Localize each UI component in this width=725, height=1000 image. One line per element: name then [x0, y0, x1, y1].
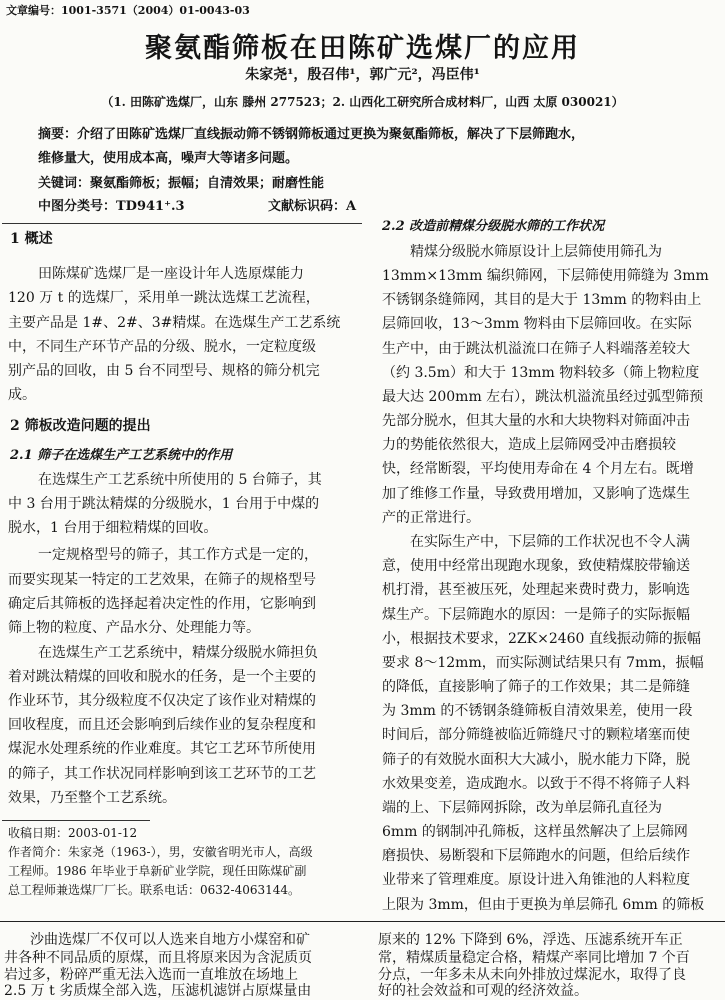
page-divider — [0, 921, 725, 922]
subsection-heading: 2.1 筛子在选煤生产工艺系统中的作用 — [10, 448, 233, 463]
body-line: 筛上物的粒度、产品水分、处理能力等。 — [8, 620, 260, 636]
body-line: 效果，乃至整个工艺系统。 — [8, 790, 176, 806]
body-line: 13mm×13mm 编织筛网，下层筛使用筛缝为 3mm — [382, 268, 709, 284]
body-line: 意，使用中经常出现跑水现象，致使精煤胶带输送 — [382, 558, 690, 574]
affiliations: （1. 田陈矿选煤厂，山东 滕州 277523；2. 山西化工研究所合成材料厂，山西 太原 030021） — [101, 95, 624, 109]
footnote-author-bio: 工程师。1986 年毕业于阜新矿业学院，现任田陈煤矿副 — [8, 864, 307, 878]
footnote-author-bio: 作者简介：朱家尧（1963-），男，安徽省明光市人，高级 — [8, 845, 313, 859]
body-line: 端的上、下层筛网拆除，改为单层筛孔直径为 — [382, 800, 662, 816]
body-line: 为 3mm 的不锈钢条缝筛板自清效果差，使用一段 — [382, 703, 693, 719]
body-line: 上限为 3mm，但由于更换为单层筛孔 6mm 的筛板 — [382, 897, 705, 913]
body-line: 回收程度，而且还会影响到后续作业的复杂程度和 — [8, 717, 316, 733]
body-line: 磨损快、易断裂和下层筛跑水的问题，但给后续作 — [382, 848, 690, 864]
body-line: 成。 — [8, 387, 36, 403]
body-line: 机打滑，甚至被压死，处理起来费时费力，影响选 — [382, 582, 690, 598]
body-line: 力的势能依然很大，造成上层筛网受冲击磨损较 — [382, 437, 676, 453]
document-code: 文献标识码：A — [268, 199, 357, 214]
body-line: 最大达 200mm 左右），跳汰机溢流虽经过弧型筛预 — [382, 389, 704, 405]
body-line: 中 3 台用于跳汰精煤的分级脱水，1 台用于中煤的 — [8, 496, 320, 512]
body-line: 井各种不同品质的原煤，而且将原来因为含泥质页 — [4, 950, 312, 966]
body-line: 在选煤生产工艺系统中，精煤分级脱水筛担负 — [38, 645, 318, 661]
body-line: 要求 8～12mm，而实际测试结果只有 7mm，振幅 — [382, 655, 704, 671]
keywords: 关键词：聚氨酯筛板；振幅；自清效果；耐磨性能 — [38, 176, 325, 191]
body-line: 先部分脱水，但其大量的水和大块物料对筛面冲击 — [382, 413, 690, 429]
body-line: 脱水，1 台用于细粒精煤的回收。 — [8, 520, 218, 536]
body-line: 不锈钢条缝筛网，其目的是大于 13mm 的物料由上 — [382, 292, 702, 308]
body-line: 6mm 的钢制冲孔筛板，这样虽然解决了上层筛网 — [382, 824, 688, 840]
body-line: 产的正常进行。 — [382, 510, 480, 526]
body-line: 中，不同生产环节产品的分级、脱水，一定粒度级 — [8, 339, 316, 355]
abstract-line: 摘要：介绍了田陈矿选煤厂直线振动筛不锈钢筛板通过更换为聚氨酯筛板，解决了下层筛跑水， — [38, 127, 585, 142]
body-line: 在实际生产中，下层筛的工作状况也不令人满 — [410, 534, 690, 550]
body-line: 确定后其筛板的选择起着决定性的作用，它影响到 — [8, 596, 316, 612]
body-line: 岩过多，粉碎严重无法入选而一直堆放在场地上 — [4, 967, 298, 983]
body-line: 的降低，直接影响了筛子的工作效果；其二是筛缝 — [382, 679, 690, 695]
classification-number: 中图分类号：TD941⁺.3 — [38, 199, 185, 214]
body-line: 一定规格型号的筛子，其工作方式是一定的， — [38, 547, 318, 563]
section-heading: 2 筛板改造问题的提出 — [10, 418, 151, 434]
subsection-heading: 2.2 改造前精煤分级脱水筛的工作状况 — [382, 219, 605, 234]
body-line: 田陈煤矿选煤厂是一座设计年人选原煤能力 — [38, 266, 304, 282]
body-line: 生产中，由于跳汰机溢流口在筛子人料端落差较大 — [382, 341, 690, 357]
body-line: 时间后，部分筛缝被临近筛缝尺寸的颗粒堵塞而使 — [382, 727, 690, 743]
body-line: 层筛回收，13～3mm 物料由下层筛回收。在实际 — [382, 316, 692, 332]
body-line: 精煤分级脱水筛原设计上层筛使用筛孔为 — [410, 244, 662, 260]
body-line: 在选煤生产工艺系统中所使用的 5 台筛子，其 — [38, 472, 322, 488]
body-line: 着对跳汰精煤的回收和脱水的任务，是一个主要的 — [8, 669, 316, 685]
body-line: 而要实现某一特定的工艺效果，在筛子的规格型号 — [8, 572, 316, 588]
body-line: 筛子的有效脱水面积大大减小，脱水能力下降，脱 — [382, 752, 690, 768]
body-line: 常，精煤质量稳定合格，精煤产率同比增加 7 个百 — [378, 950, 690, 966]
body-line: 业带来了管理难度。原设计进入角锥池的人料粒度 — [382, 872, 690, 888]
body-line: 主要产品是 1#、2#、3#精煤。在选煤生产工艺系统 — [8, 315, 341, 331]
body-line: 小，根据技术要求，2ZK×2460 直线振动筛的振幅 — [382, 631, 701, 647]
divider — [2, 223, 362, 224]
footnote-received-date: 收稿日期：2003-01-12 — [8, 826, 138, 840]
body-line: 快，经常断裂，平均使用寿命在 4 个月左右。既增 — [382, 461, 694, 477]
body-line: 水效果变差，造成跑水。以致于不得不将筛子人料 — [382, 776, 690, 792]
abstract-line: 维修量大，使用成本高，噪声大等诸多问题。 — [38, 151, 299, 166]
body-line: 120 万 t 的选煤厂，采用单一跳汰选煤工艺流程， — [8, 290, 320, 306]
body-line: 分点，一年多未从未向外排放过煤泥水，取得了良 — [378, 967, 686, 983]
author-list: 朱家尧¹，殷召伟¹，郭广元²，冯臣伟¹ — [245, 67, 480, 83]
body-line: 沙曲选煤厂不仅可以人选来自地方小煤窑和矿 — [30, 932, 310, 948]
body-line: 煤生产。下层筛跑水的原因：一是筛子的实际振幅 — [382, 607, 690, 623]
body-line: （约 3.5m）和大于 13mm 物料较多（筛上物粒度 — [382, 365, 700, 381]
body-line: 煤泥水处理系统的作业难度。其它工艺环节所使用 — [8, 741, 316, 757]
section-heading: 1 概述 — [10, 231, 53, 247]
footnote-divider — [2, 820, 150, 821]
body-line: 2.5 万 t 劣质煤全部入选，压滤机滤饼占原煤量由 — [4, 983, 312, 999]
article-number: 文章编号：1001-3571（2004）01-0043-03 — [6, 4, 250, 17]
body-line: 原来的 12% 下降到 6%，浮选、压滤系统开车正 — [378, 932, 683, 948]
body-line: 的筛子，其工作状况同样影响到该工艺环节的工艺 — [8, 766, 316, 782]
body-line: 作业环节，其分级粒度不仅决定了该作业对精煤的 — [8, 693, 316, 709]
body-line: 别产品的回收，由 5 台不同型号、规格的筛分机完 — [8, 363, 320, 379]
paper-title: 聚氨酯筛板在田陈矿选煤厂的应用 — [145, 33, 580, 64]
footnote-author-bio: 总工程师兼选煤厂厂长。联系电话：0632-4063144。 — [8, 883, 301, 897]
body-line: 好的社会效益和可观的经济效益。 — [378, 983, 588, 999]
body-line: 加了维修工作量，导致费用增加，又影响了选煤生 — [382, 486, 690, 502]
